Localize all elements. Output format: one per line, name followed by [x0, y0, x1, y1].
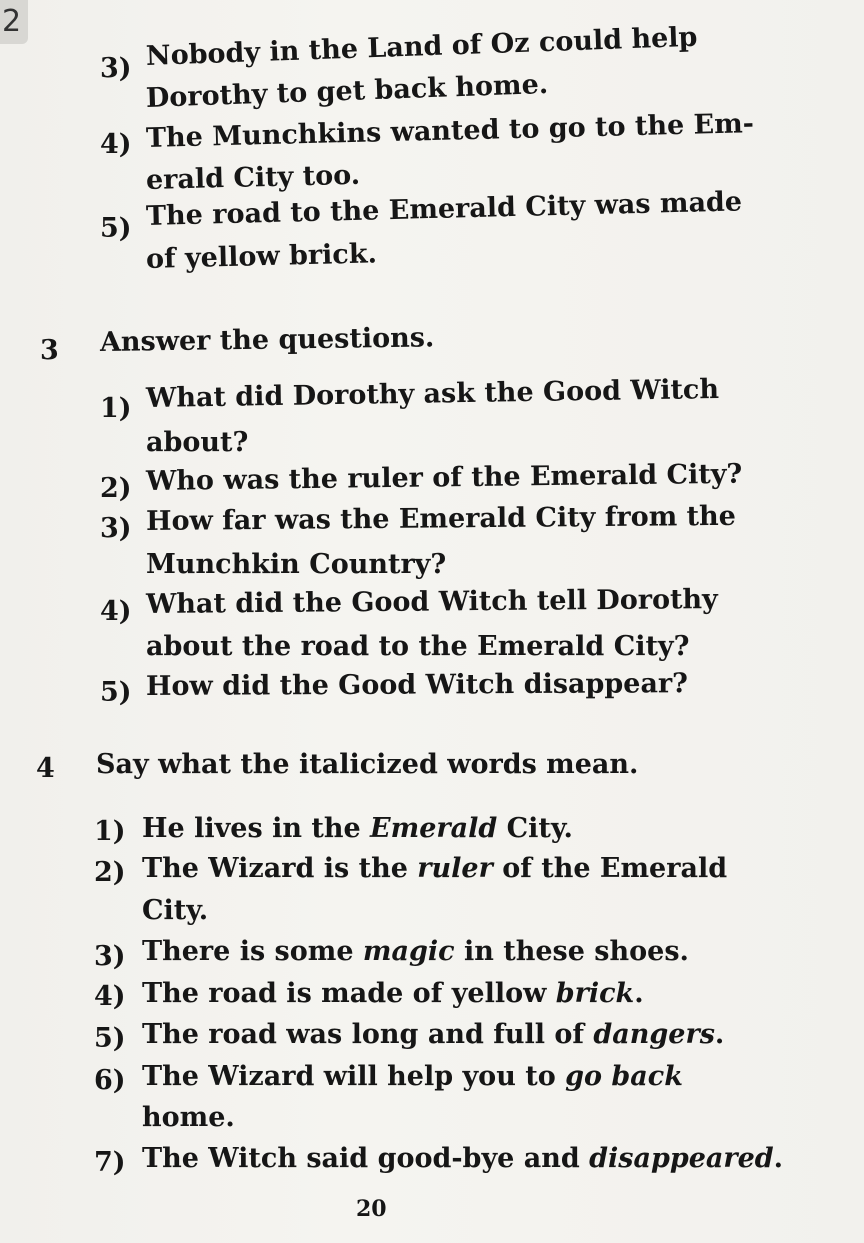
page-number: 20: [356, 1196, 387, 1222]
item-number: 3): [100, 513, 132, 544]
question-text: about the road to the Emerald City?: [146, 631, 690, 662]
sentence-text: home.: [142, 1102, 235, 1133]
question-text: How did the Good Witch disappear?: [145, 668, 689, 702]
section-heading: Say what the italicized words mean.: [96, 749, 639, 780]
italicized-word: magic: [362, 936, 455, 967]
item-text: Nobody in the Land of Oz could help: [145, 21, 698, 72]
sentence-text: The Wizard will help you to go back: [142, 1061, 683, 1092]
italicized-word: brick: [555, 978, 635, 1009]
item-number: 4): [94, 981, 126, 1012]
corner-number: 2: [2, 4, 22, 39]
item-text: The road to the Emerald City was made: [145, 186, 743, 232]
item-number: 1): [100, 393, 132, 424]
question-text: Munchkin Country?: [146, 549, 447, 580]
question-text: How far was the Emerald City from the: [145, 500, 737, 537]
section-number: 3: [40, 335, 59, 366]
sentence-text: There is some magic in these shoes.: [142, 936, 689, 967]
item-number: 5): [94, 1023, 126, 1054]
question-text: What did Dorothy ask the Good Witch: [145, 374, 720, 414]
item-number: 4): [100, 129, 132, 160]
section-heading: Answer the questions.: [99, 322, 435, 358]
sentence-text: The Wizard is the ruler of the Emerald: [142, 853, 728, 884]
item-number: 4): [100, 596, 132, 627]
italicized-word: dangers: [593, 1019, 715, 1050]
italicized-word: Emerald: [370, 813, 498, 844]
item-number: 5): [100, 677, 132, 708]
item-number: 2): [94, 857, 126, 888]
sentence-text: City.: [142, 895, 209, 926]
italicized-word: ruler: [417, 853, 493, 884]
sentence-text: The road is made of yellow brick.: [142, 978, 644, 1009]
sentence-text: He lives in the Emerald City.: [142, 813, 573, 844]
question-text: Who was the ruler of the Emerald City?: [145, 458, 743, 497]
item-text: Dorothy to get back home.: [145, 68, 549, 114]
item-number: 7): [94, 1147, 126, 1178]
item-number: 3): [94, 941, 126, 972]
item-number: 3): [100, 53, 132, 84]
item-number: 6): [94, 1065, 126, 1096]
sentence-text: The road was long and full of dangers.: [142, 1019, 725, 1050]
italicized-word: go back: [565, 1061, 683, 1092]
italicized-word: disappeared: [589, 1143, 774, 1174]
section-number: 4: [36, 753, 55, 784]
question-text: about?: [146, 427, 249, 458]
sentence-text: The Witch said good-bye and disappeared.: [142, 1143, 784, 1174]
item-number: 5): [100, 213, 132, 244]
item-text: of yellow brick.: [145, 238, 378, 275]
item-text: erald City too.: [145, 159, 361, 196]
question-text: What did the Good Witch tell Dorothy: [145, 584, 718, 620]
item-number: 1): [94, 816, 126, 847]
item-number: 2): [100, 473, 132, 504]
item-text: The Munchkins wanted to go to the Em-: [145, 108, 755, 154]
